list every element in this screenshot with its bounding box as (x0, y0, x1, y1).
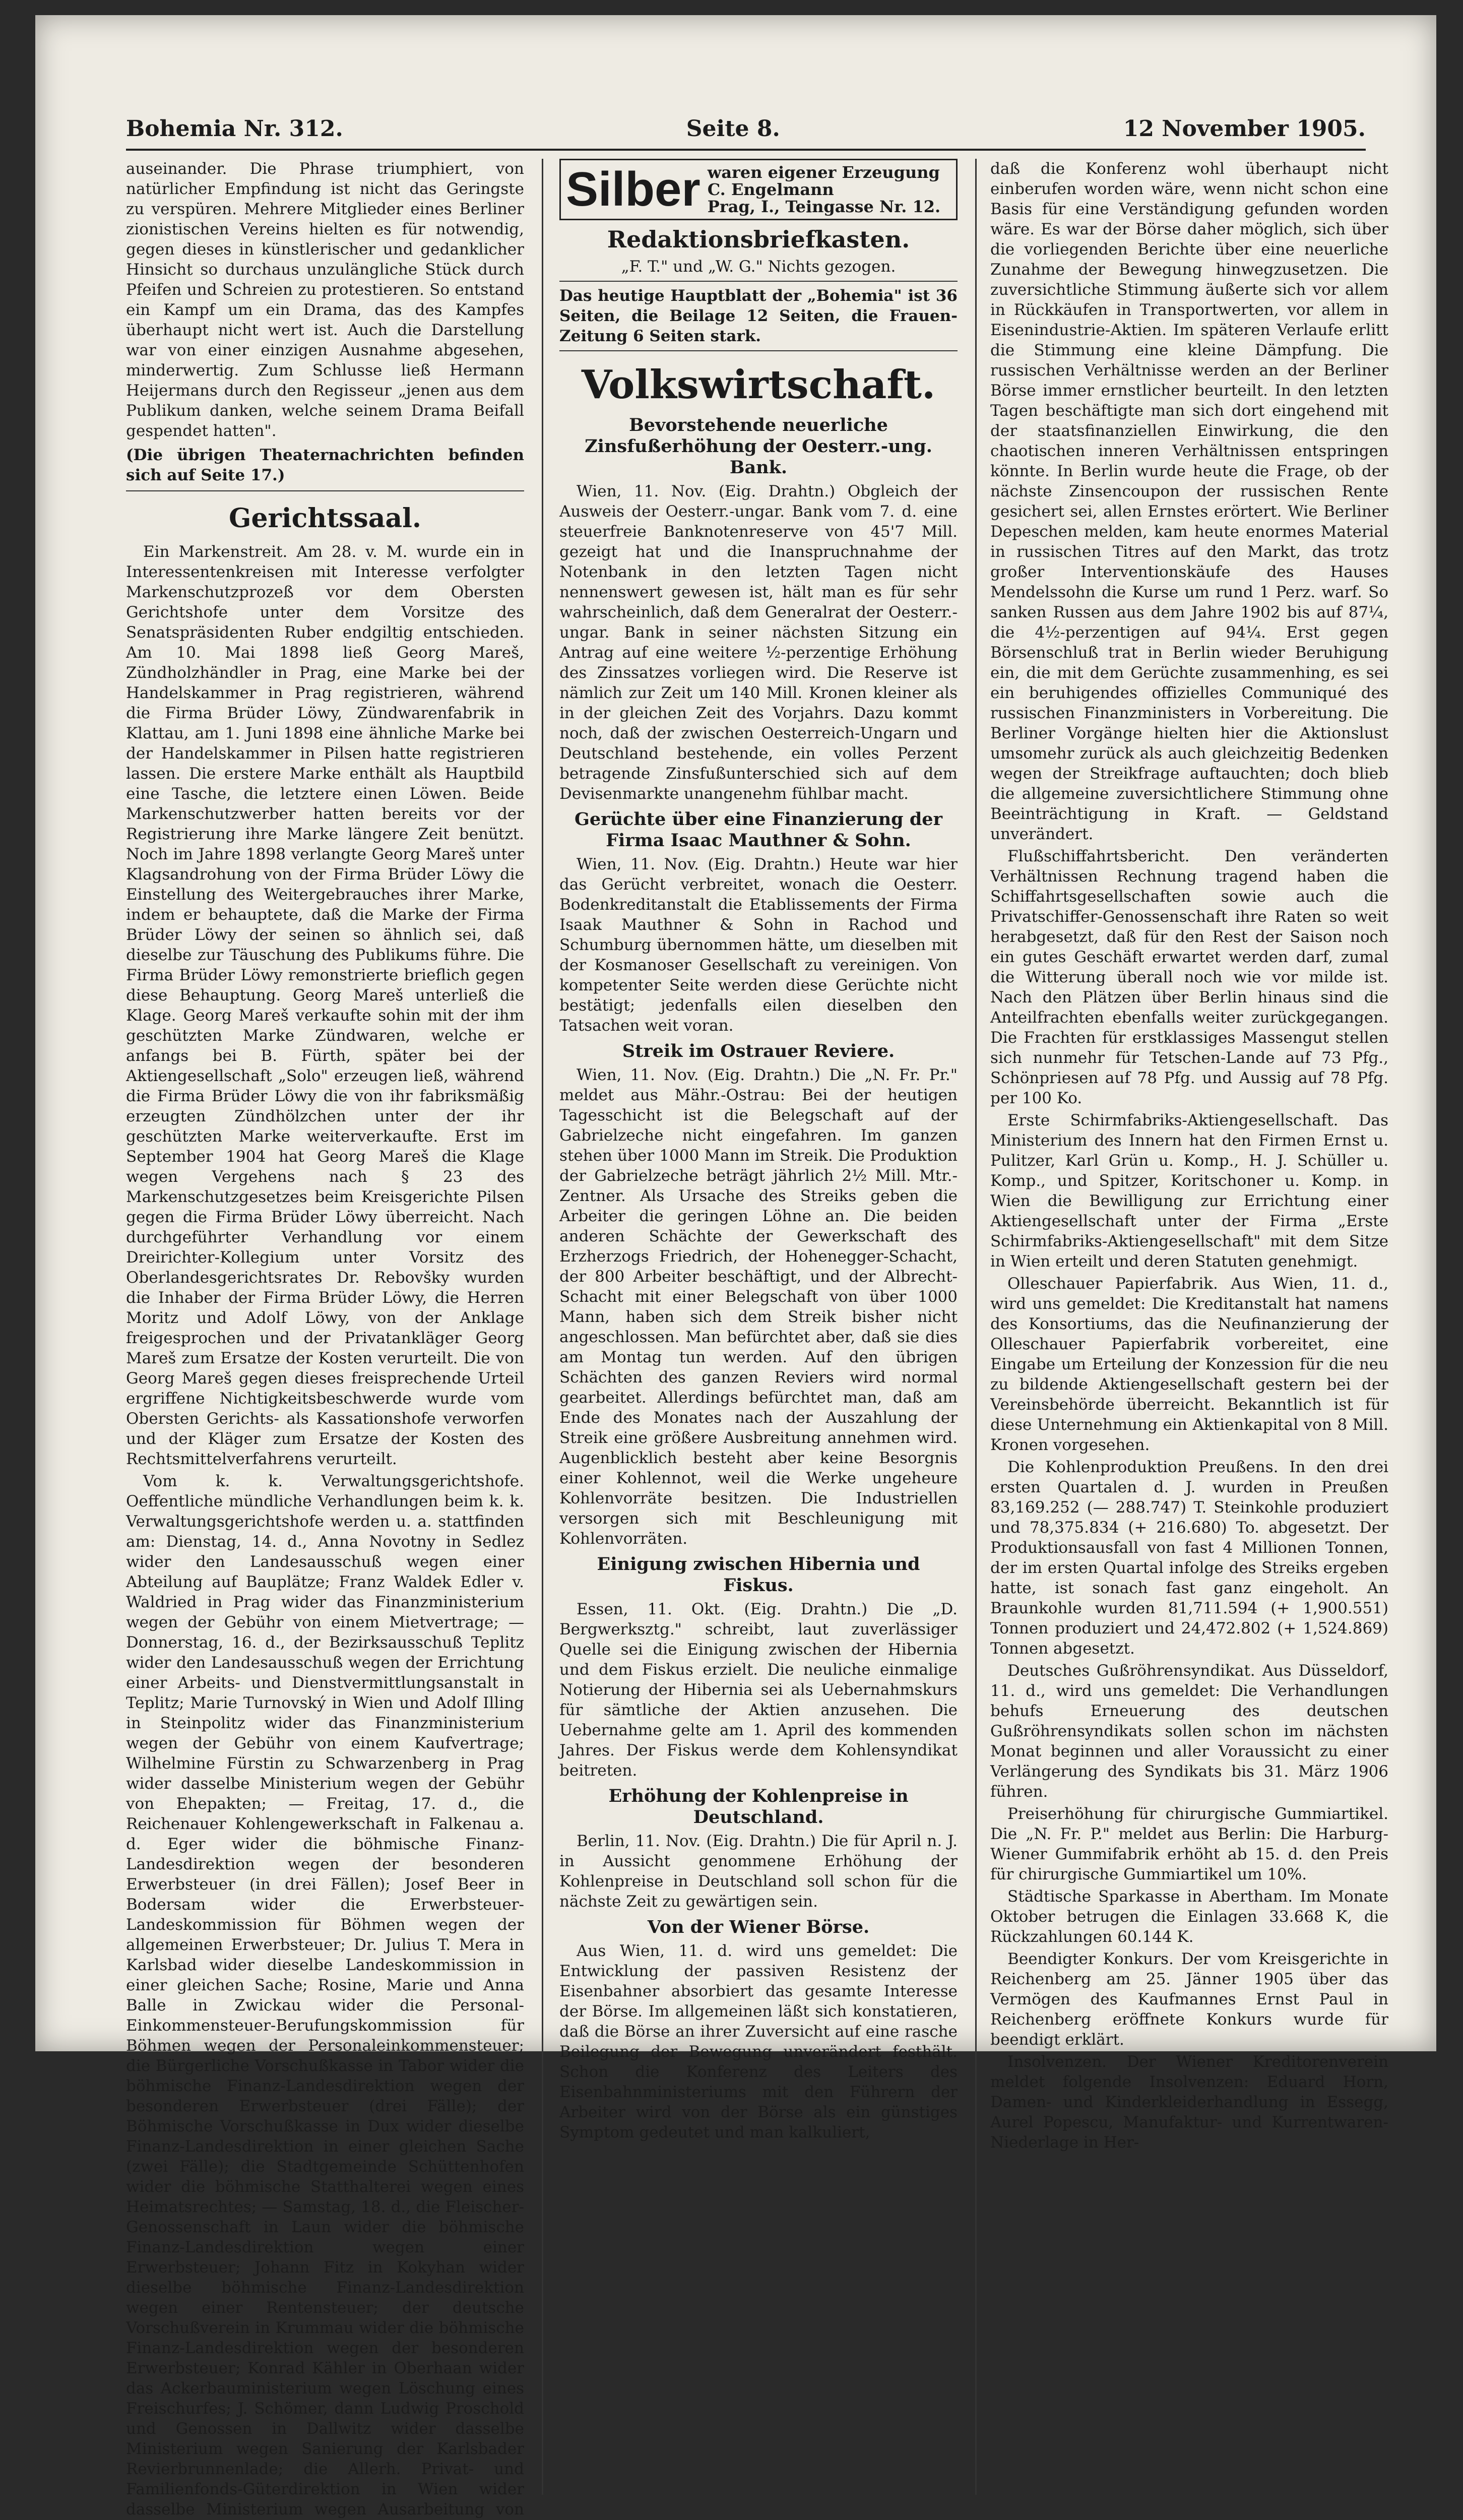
page-header (126, 113, 1366, 144)
header-masthead: Bohemia Nr. 312. (126, 115, 343, 142)
article-markenstreit: Ein Markenstreit. Am 28. v. M. wurde ein in Interessentenkreisen mit Interesse verfolgter Markenschutzprozeß vor dem Obersten Gerichtshofe unter dem Vorsitze des Senatspräsidenten Ruber endgiltig entschieden. Am 10. Mai 1898 ließ Georg Mareš, Zündholzhändler in Prag, eine Marke bei der Handelskammer in Prag registrieren, während die Firma Brüder Löwy, Zündwarenfabrik in Klattau, am 1. Juni 1898 eine ähnliche Marke bei der Handelskammer in Pilsen hatte registrieren lassen. Die erstere Marke enthält als Hauptbild eine Tasche, die letztere einen Löwen. Beide Markenschutzwerber hatten bereits vor der Registrierung ihre Marke längere Zeit benützt. Noch im Jahre 1898 verlangte Georg Mareš unter Klagsandrohung von der Firma Brüder Löwy die Einstellung des Weitergebrauches ihrer Marke, indem er behauptete, daß die Marke der Firma Brüder Löwy der seinen so ähnlich sei, daß dieselbe zur Täuschung des Publikums führe. Die Firma Brüder Löwy remonstrierte brieflich gegen diese Behauptung. Georg Mareš unterließ die Klage. Georg Mareš verkaufte sohin mit der ihm geschützten Marke Zündwaren, welche er anfangs bei B. Fürth, später bei der Aktiengesellschaft „Solo" erzeugen ließ, während die Firma Brüder Löwy die von ihr fabriksmäßig erzeugten Zündhölzchen unter der ihr geschützten Marke weiterverkaufte. Erst im September 1904 hat Georg Mareš die Klage wegen Vergehens nach § 23 des Markenschutzgesetzes beim Kreisgerichte Pilsen gegen die Firma Brüder Löwy überreicht. Nach durchgeführter Verhandlung vor einem Dreirichter-Kollegium unter Vorsitz des Oberlandesgerichtsrates Dr. Rebovšky wurden die Inhaber der Firma Brüder Löwy, die Herren Moritz und Adolf Löwy, von der Anklage freigesprochen und der Privatankläger Georg Mareš zum Ersatze der Kosten verurteilt. Die von Georg Mareš gegen dieses freisprechende Urteil ergriffene Nichtigkeitsbeschwerde wurde vom Obersten Gerichts- als Kassationshofe verworfen und der Kläger zum Ersatze der Kosten des Rechtsmittelverfahrens verurteilt. (126, 543, 524, 1468)
article-flussschiffahrt: Flußschiffahrtsbericht. Den veränderten Verhältnissen Rechnung tragend haben die Schiffahrtsgesellschaften sowie auch die Privatschiffer-Genossenschaft ihre Raten so weit herabgesetzt, daß für den Rest der Saison noch ein gutes Geschäft erwartet werden darf, zumal die Witterung überall noch wie vor milde ist. Nach den Plätzen über Berlin hinaus sind die Anteilfrachten ebenfalls weiter zurückgegangen. Die Frachten für erstklassiges Massengut stellen sich nunmehr für Tetschen-Lande auf 73 Pfg., Schönpriesen auf 78 Pfg. und Aussig auf 78 Pfg. per 100 Ko. (990, 847, 1388, 1107)
theater-note: (Die übrigen Theaternachrichten befinden sich auf Seite 17.) (126, 446, 524, 484)
article-body: Aus Wien, 11. d. wird uns gemeldet: Die Entwicklung der passiven Resistenz der Eisenbahner absorbiert das gesamte Interesse der Börse. Im allgemeinen läßt sich konstatieren, daß die Börse an ihrer Zuversicht auf eine rasche Beilegung der Bewegung unverändert festhält. Schon die Konferenz des Leiters des Eisenbahnministeriums mit den Führern der Arbeiter wird von der Börse als ein günstiges Symptom gedeutet und man kalkuliert, (559, 1942, 958, 2141)
section-divider (126, 490, 524, 491)
page-count-note: Das heutige Hauptblatt der „Bohemia" ist 36 Seiten, die Beilage 12 Seiten, die Frauen-Zeitung 6 Seiten stark. (559, 287, 958, 345)
article-konkurs: Beendigter Konkurs. Der vom Kreisgerichte in Reichenberg am 25. Jänner 1905 über das Vermögen des Kaufmannes Ernst Paul in Reichenberg eröffnete Konkurs wurde für beendigt erklärt. (990, 1950, 1388, 2049)
article-headline: Streik im Ostrauer Reviere. (622, 1041, 895, 1061)
column-2 (559, 159, 958, 2500)
section-title-volkswirtschaft: Volkswirtschaft. (581, 362, 936, 408)
section-title-briefkasten: Redaktionsbriefkasten. (607, 226, 910, 253)
article-body: Wien, 11. Nov. (Eig. Drahtn.) Heute war hier das Gerücht verbreitet, wonach die Oesterr. Bodenkreditanstalt die Etablissements der Firma Isaak Mauthner & Sohn in Rachod und Schumburg übernommen hätte, um dieselben mit der Kosmanoser Gesellschaft zu vereinigen. Von kompetenter Seite werden diese Gerüchte nicht bestätigt; jedenfalls eilen dieselben den Tatsachen weit voran. (559, 855, 958, 1035)
header-date: 12 November 1905. (1123, 115, 1366, 142)
ad-headline: Silber (566, 162, 701, 216)
article-gussroehrensyndikat: Deutsches Gußröhrensyndikat. Aus Düsseldorf, 11. d., wird uns gemeldet: Die Verhandlungen behufs Erneuerung des deutschen Gußröhrensyndikats sollen schon im nächsten Monat beginnen und aller Voraussicht zu einer Verlängerung des Syndikats bis 31. März 1906 führen. (990, 1662, 1388, 1801)
section-divider (559, 281, 958, 282)
header-rule (126, 149, 1366, 151)
article-schirmfabrik: Erste Schirmfabriks-Aktiengesellschaft. Das Ministerium des Innern hat den Firmen Ernst u. Pulitzer, Karl Grün u. Komp., H. J. Schüller u. Komp., und Spitzer, Koritschoner u. Komp. in Wien die Bewilligung zur Errichtung einer Aktiengesellschaft unter der Firma „Erste Schirmfabriks-Aktiengesellschaft" mit dem Sitze in Wien erteilt und deren Statuten genehmigt. (990, 1111, 1388, 1271)
article-sparkasse: Städtische Sparkasse in Abertham. Im Monate Oktober betrugen die Einlagen 33.668 K, die Rückzahlungen 60.144 K. (990, 1887, 1388, 1946)
briefkasten-entry: „F. T." und „W. G." Nichts gezogen. (621, 258, 896, 276)
article-body: Wien, 11. Nov. (Eig. Drahtn.) Die „N. Fr. Pr." meldet aus Mähr.-Ostrau: Bei der heutigen Tagesschicht ist die Belegschaft auf der Gabrielzeche nicht eingefahren. Im ganzen stehen über 1000 Mann im Streik. Die Produktion der Gabrielzeche beträgt jährlich 2½ Mill. Mtr.-Zentner. Als Ursache des Streiks geben die Arbeiter die geringen Löhne an. Die beiden anderen Schächte der Gewerkschaft des Erzherzogs Friedrich, der Hohenegger-Schacht, der 800 Arbeiter beschäftigt, und der Albrecht-Schacht mit einer Belegschaft von über 1000 Mann, haben sich dem Streik bisher nicht angeschlossen. Man befürchtet aber, daß sie dies am Montag tun werden. Auf den übrigen Schächten des ganzen Reviers wird normal gearbeitet. Allerdings befürchtet man, daß am Ende des Monates nach der Auszahlung der Streik eine größere Ausbreitung annehmen wird. Augenblicklich besteht aber keine Besorgnis einer Kohlennot, weil die Werke ungeheure Kohlenvorräte besitzen. Die Industriellen versorgen sich mit Beschleunigung mit Kohlenvorräten. (559, 1066, 958, 1548)
article-papierfabrik: Olleschauer Papierfabrik. Aus Wien, 11. d., wird uns gemeldet: Die Kreditanstalt hat namens des Konsortiums, das die Neufinanzierung der Olleschauer Papierfabrik vorbereitet, eine Eingabe um Erteilung der Konzession für die neu zu bildende Aktiengesellschaft gestern bei der Vereinsbehörde überreicht. Bekanntlich ist für diese Unternehmung ein Aktienkapital von 8 Mill. Kronen vorgesehen. (990, 1275, 1388, 1454)
article-gummiartikel: Preiserhöhung für chirurgische Gummiartikel. Die „N. Fr. P." meldet aus Berlin: Die Harburg-Wiener Gummifabrik erhöht ab 15. d. den Preis für chirurgische Gummiartikel um 10%. (990, 1805, 1388, 1883)
article-headline: Von der Wiener Börse. (647, 1917, 870, 1937)
ad-line: Prag, I., Teingasse Nr. 12. (707, 197, 941, 216)
ad-text (708, 164, 940, 215)
column-divider (975, 159, 977, 2495)
column-divider (542, 159, 543, 2495)
article-headline: Einigung zwischen Hibernia und Fiskus. (597, 1554, 920, 1596)
article-kohlenproduktion: Die Kohlenproduktion Preußens. In den drei ersten Quartalen d. J. wurden in Preußen 83,169.252 (— 288.747) T. Steinkohle produziert und 78,375.834 (+ 216.680) To. abgesetzt. Der Produktionsausfall von fast 4 Millionen Tonnen, der im ersten Quartal infolge des Streiks ergeben hatte, ist sonach fast ganz eingeholt. An Braunkohle wurden 81,711.594 (+ 1,900.551) Tonnen produziert und 24,472.802 (+ 1,524.869) Tonnen abgesetzt. (990, 1458, 1388, 1658)
silver-advertisement (559, 159, 958, 220)
section-divider (559, 350, 958, 351)
article-headline: Gerüchte über eine Finanzierung der Firma Isaac Mauthner & Sohn. (574, 809, 943, 851)
section-title-gerichtssaal: Gerichtssaal. (229, 503, 421, 534)
article-body: Wien, 11. Nov. (Eig. Drahtn.) Obgleich der Ausweis der Oesterr.-ungar. Bank vom 7. d. eine steuerfreie Banknotenreserve von 45'7 Mill. gezeigt hat und die Inanspruchnahme der Notenbank in den letzten Tagen nicht nennenswert gewesen ist, hält man es für sehr wahrscheinlich, daß dem Generalrat der Oesterr.-ungar. Bank in seiner nächsten Sitzung ein Antrag auf eine weitere ½-perzentige Erhöhung des Zinssatzes vorliegen wird. Die Reserve ist nämlich zur Zeit um 140 Mill. Kronen kleiner als in der gleichen Zeit des Vorjahrs. Dazu kommt noch, daß der zwischen Oesterreich-Ungarn und Deutschland bestehende, ein volles Perzent betragende Zinsfußunterschied sich auf dem Devisenmarkte unangenehm fühlbar macht. (559, 482, 958, 803)
theater-review-end: auseinander. Die Phrase triumphiert, von natürlicher Empfindung ist nicht das Geringste zu verspüren. Mehrere Mitglieder eines Berliner zionistischen Vereins hielten es für notwendig, gegen dieses in künstlerischer und gedanklicher Hinsicht so durchaus unzulängliche Stück durch Pfeifen und Schreien zu protestieren. So entstand ein Kampf um ein Drama, das des Kampfes überhaupt nicht wert ist. Auch die Darstellung war von einer einzigen Ausnahme abgesehen, minderwertig. Zum Schlusse ließ Hermann Heijermans durch den Regisseur „jenen aus dem Publikum danken, welche seinem Drama Beifall gespendet hatten". (126, 160, 524, 440)
article-body: Berlin, 11. Nov. (Eig. Drahtn.) Die für April n. J. in Aussicht genommene Erhöhung der Kohlenpreise in Deutschland soll schon für die nächste Zeit zu gewärtigen sein. (559, 1832, 958, 1911)
article-headline: Erhöhung der Kohlenpreise in Deutschland. (608, 1786, 909, 1828)
article-body: Essen, 11. Okt. (Eig. Drahtn.) Die „D. Bergwerksztg." schreibt, laut zuverlässiger Quelle sei die Einigung zwischen der Hibernia und dem Fiskus erzielt. Die neuliche einmalige Notierung der Hibernia sei als Uebernahmskurs für sämtliche der Aktien anzusehen. Die Uebernahme gelte am 1. April des kommenden Jahres. Der Fiskus werde dem Kohlensyndikat beitreten. (559, 1600, 958, 1780)
ad-line: waren eigener Erzeugung (707, 163, 940, 182)
article-verwaltungsgerichtshof: Vom k. k. Verwaltungsgerichtshofe. Oeffentliche mündliche Verhandlungen beim k. k. Verwaltungsgerichtshofe werden u. a. stattfinden am: Dienstag, 14. d., Anna Novotny in Sedlez wider den Landesausschuß wegen einer Abteilung auf Bauplätze; Franz Waldek Edler v. Waldried in Prag wider das Finanzministerium wegen der Gebühr von einem Mietvertrage; — Donnerstag, 16. d., der Bezirksausschuß Teplitz wider den Landesausschuß wegen der Errichtung einer Arbeits- und Dienstvermittlungsanstalt in Teplitz; Marie Turnovský in Wien und Adolf Illing in Steinpolitz wider das Finanzministerium wegen der Gebühr von einem Kaufvertrage; Wilhelmine Fürstin zu Schwarzenberg in Prag wider dasselbe Ministerium wegen der Gebühr von Ehepakten; — Freitag, 17. d., die Reichenauer Kohlengewerkschaft in Falkenau a. d. Eger wider die böhmische Finanz-Landesdirektion wegen der besonderen Erwerbsteuer (in drei Fällen); Josef Beer in Bodersam wider die Erwerbsteuer-Landeskommission für Böhmen wegen der allgemeinen Erwerbsteuer; Dr. Julius T. Mera in Karlsbad wider dieselbe Landeskommission in einer gleichen Sache; Rosine, Marie und Anna Balle in Zwickau wider die Personal-Einkommensteuer-Berufungskommission für Böhmen wegen der Personaleinkommensteuer; die Bürgerliche Vorschußkasse in Tabor wider die böhmische Finanz-Landesdirektion wegen der besonderen Erwerbsteuer (drei Fälle); der Böhmische Vorschußkasse in Dux wider dieselbe Finanz-Landesdirektion in einer gleichen Sache (zwei Fälle); die Stadtgemeinde Schüttenhofen wider die böhmische Statthalterei wegen eines Heimatsrechtes; — Samstag, 18. d., die Fleischer-Genossenschaft in Laun wider die böhmische Finanz-Landesdirektion wegen einer Erwerbsteuer; Johann Fitz in Kokyhan wider dieselbe böhmische Finanz-Landesdirektion wegen einer Rentensteuer; der deutsche Vorschußverein in Krummau wider die böhmische Finanz-Landesdirektion wegen der besonderen Erwerbsteuer; Konrad Kähler in Oberhaan wider das Ackerbauministerium wegen Löschung eines Freischurfes; J. Schömer, dann Ludwig Proschold und Genossen in Dallwitz wider dasselbe Ministerium wegen Sanierung der Karlsbader Revierbrunnenlade; die Allerh. Privat- und Familienfonds-Güterdirektion in Wien wider dasselbe Ministerium wegen Ausarbeitung von (126, 1472, 524, 2518)
header-page-number: Seite 8. (686, 115, 780, 142)
column-3 (990, 159, 1388, 2500)
ad-line: C. Engelmann (707, 180, 834, 199)
article-continued: daß die Konferenz wohl überhaupt nicht einberufen worden wäre, wenn nicht schon eine Basis für eine Verständigung gefunden worden wäre. Es war der Börse daher möglich, sich über die vorliegenden Berichte über eine neuerliche Zunahme der Bewegung hinwegzusetzen. Die zuversichtliche Stimmung äußerte sich vor allem in Rückkäufen in Transportwerten, vor allem in Eisenindustrie-Aktien. Im späteren Verlaufe erlitt die Stimmung eine kleine Dämpfung. Die russischen Verhältnisse werden an der Berliner Börse immer ernstlicher beurteilt. In den letzten Tagen beschäftigte man sich dort eingehend mit der staatsfinanziellen Einwirkung, die den chaotischen inneren Verhältnissen entspringen könnte. In Berlin wurde heute die Frage, ob der nächste Zinsencoupon der russischen Rente gesichert sei, allen Ernstes erörtert. Wie Berliner Depeschen melden, kam heute enormes Material in russischen Titres auf den Markt, das trotz großer Interventionskäufe des Hauses Mendelssohn die Kurse um rund 1 Perz. warf. So sanken Russen aus dem Jahre 1902 bis auf 87¼, die 4½-perzentigen auf 94¼. Erst gegen Börsenschluß trat in Berlin wieder Beruhigung ein, die mit dem Gerüchte zusammenhing, es sei ein beruhigendes offizielles Communiqué des russischen Finanzministers in Vorbereitung. Die Berliner Vorgänge hielten hier die Aktionslust umsomehr zurück als auch gleichzeitig Bedenken wegen der Streikfrage auftauchten; doch blieb die allgemeine zuversichtlichere Stimmung ohne Beeinträchtigung in Kraft. — Geldstand unverändert. (990, 160, 1388, 843)
article-headline: Bevorstehende neuerliche Zinsfußerhöhung der Oesterr.-ung. Bank. (585, 415, 932, 478)
column-1 (126, 159, 524, 2518)
article-insolvenzen: Insolvenzen. Der Wiener Kreditorenverein meldet folgende Insolvenzen: Eduard Horn, Damen- und Kinderkleiderhandlung in Essegg, Aurel Popescu, Manufaktur- und Kurrentwaren-Niederlage in Her- (990, 2053, 1388, 2152)
